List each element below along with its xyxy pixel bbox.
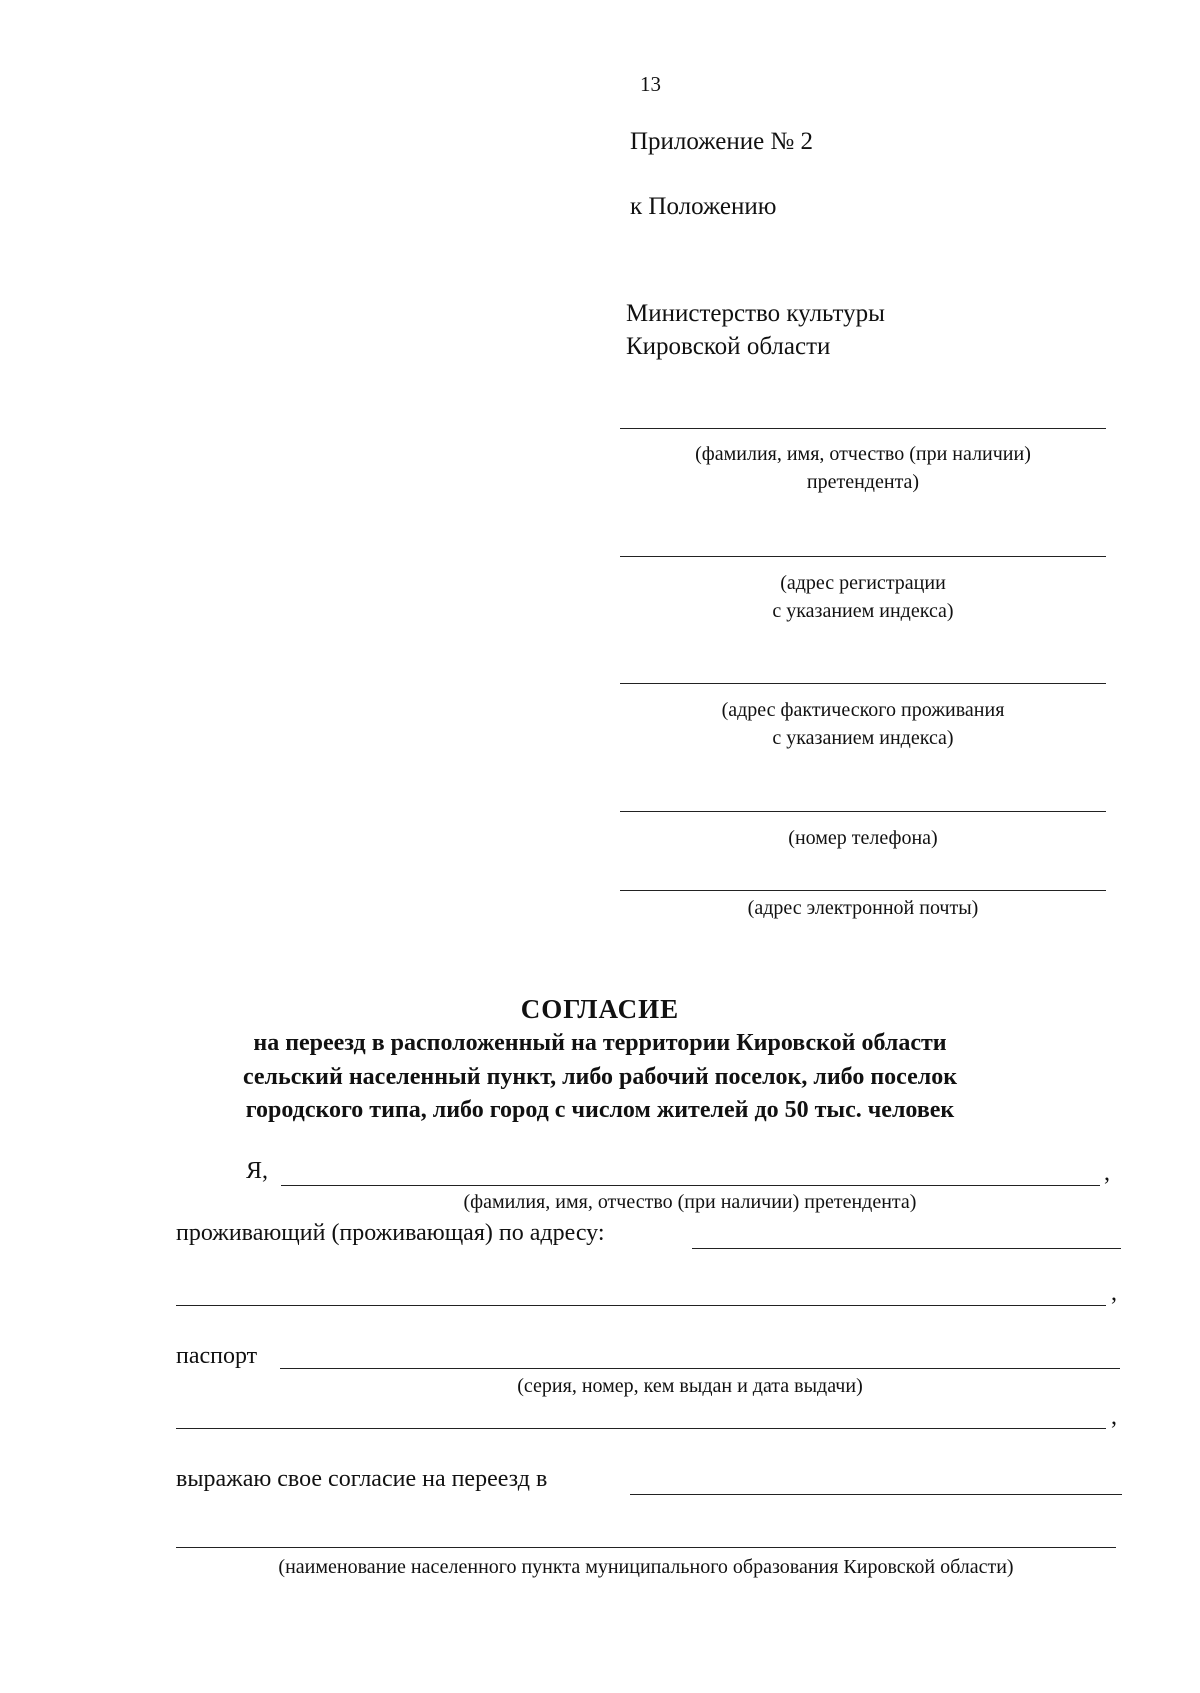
applicant-name-caption-line1: (фамилия, имя, отчество (при наличии) <box>695 443 1031 465</box>
phone-caption: (номер телефона) <box>788 827 938 849</box>
passport-comma: , <box>1111 1404 1117 1430</box>
passport-label: паспорт <box>176 1343 258 1369</box>
registration-caption-line1: (адрес регистрации <box>780 572 946 594</box>
appendix-label: Приложение № 2 <box>630 128 814 155</box>
email-caption: (адрес электронной почты) <box>747 897 979 919</box>
full-name-caption: (фамилия, имя, отчество (при наличии) претендента) <box>463 1191 917 1213</box>
document-title: СОГЛАСИЕ <box>520 994 680 1024</box>
residence-caption-line2: с указанием индекса) <box>772 727 954 749</box>
settlement-field[interactable] <box>630 1494 1122 1495</box>
settlement-field-continued[interactable] <box>176 1547 1116 1548</box>
residence-address-field[interactable] <box>620 683 1106 684</box>
residence-caption-line1: (адрес фактического проживания <box>721 699 1005 721</box>
passport-field[interactable] <box>280 1368 1120 1369</box>
consent-label: выражаю свое согласие на переезд в <box>176 1466 548 1492</box>
residing-address-comma: , <box>1111 1280 1117 1306</box>
full-name-field[interactable] <box>281 1185 1100 1186</box>
passport-field-continued[interactable] <box>176 1428 1106 1429</box>
residing-address-field[interactable] <box>692 1248 1121 1249</box>
residing-label: проживающий (проживающая) по адресу: <box>176 1220 605 1246</box>
phone-field[interactable] <box>620 811 1106 812</box>
page-number: 13 <box>640 72 661 96</box>
full-name-comma: , <box>1104 1160 1110 1186</box>
title-line3: городского типа, либо город с числом жителей до 50 тыс. человек <box>245 1097 955 1123</box>
registration-caption-line2: с указанием индекса) <box>772 600 954 622</box>
residing-address-field-continued[interactable] <box>176 1305 1106 1306</box>
applicant-name-field[interactable] <box>620 428 1106 429</box>
i-label: Я, <box>246 1158 269 1184</box>
ministry-name-line1: Министерство культуры <box>626 300 885 327</box>
title-line2: сельский населенный пункт, либо рабочий поселок, либо поселок <box>242 1064 958 1090</box>
settlement-caption: (наименование населенного пункта муниципального образования Кировской области) <box>278 1556 1014 1578</box>
title-line1: на переезд в расположенный на территории Кировской области <box>253 1030 947 1056</box>
passport-caption: (серия, номер, кем выдан и дата выдачи) <box>517 1375 863 1397</box>
to-regulation-label: к Положению <box>630 193 777 220</box>
email-field[interactable] <box>620 890 1106 891</box>
registration-address-field[interactable] <box>620 556 1106 557</box>
ministry-name-line2: Кировской области <box>626 333 831 360</box>
applicant-name-caption-line2: претендента) <box>806 471 920 493</box>
